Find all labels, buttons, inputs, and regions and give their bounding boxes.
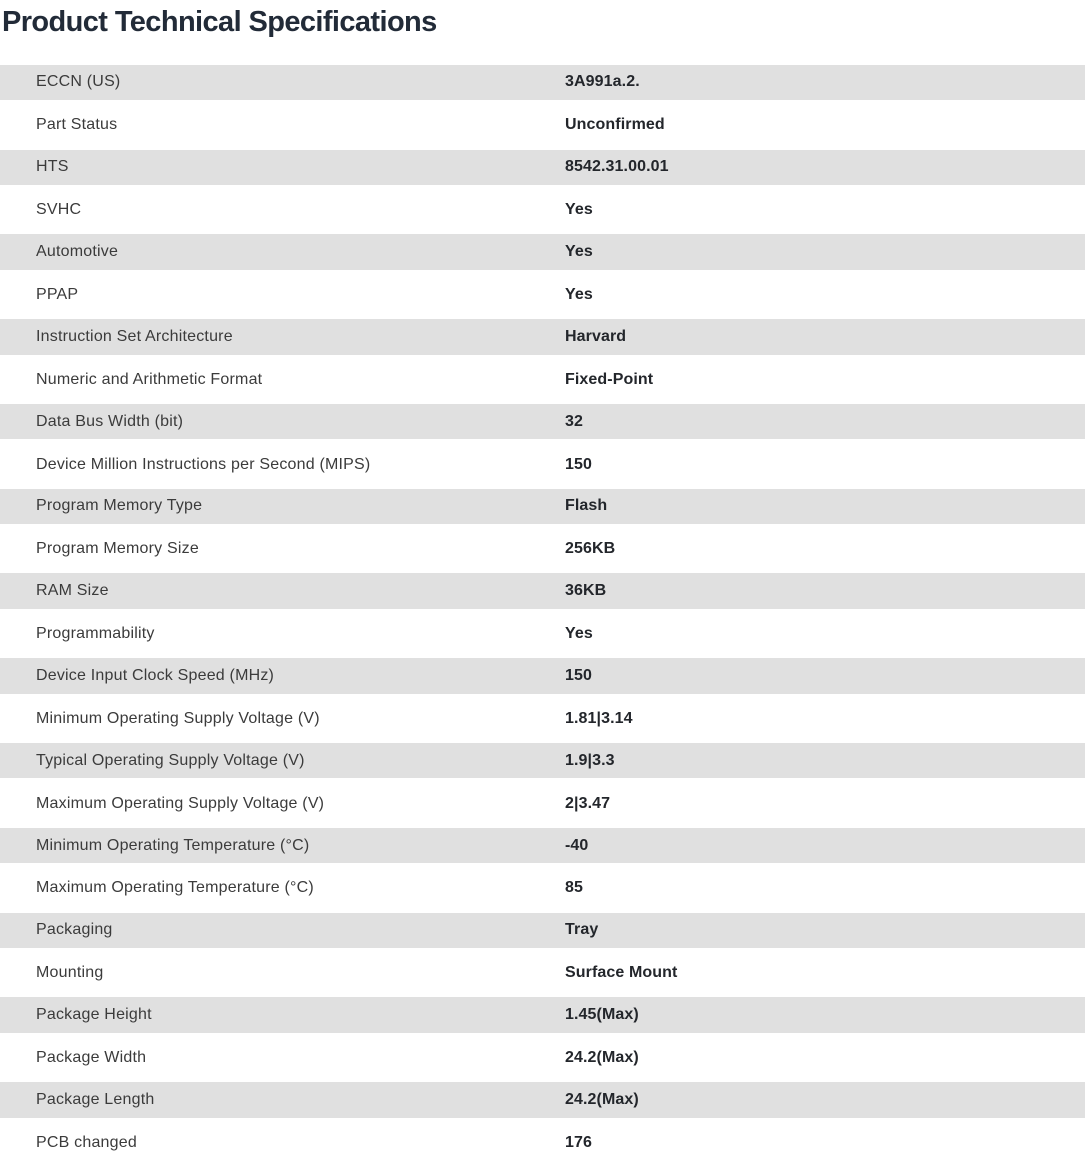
spec-label: Package Length [36, 1091, 155, 1108]
table-row [0, 274, 1085, 316]
spec-label: Device Input Clock Speed (MHz) [36, 667, 275, 684]
table-row [0, 952, 1085, 994]
page-title: Product Technical Specifications [2, 6, 437, 38]
spec-label: Device Million Instructions per Second (MIPS) [36, 456, 371, 473]
spec-value: 24.2(Max) [565, 1091, 639, 1108]
spec-label: Data Bus Width (bit) [36, 413, 184, 430]
spec-label: Mounting [36, 965, 104, 982]
table-row [0, 147, 1085, 189]
spec-label: Program Memory Type [36, 498, 203, 515]
spec-label: HTS [36, 159, 69, 176]
spec-label: Instruction Set Architecture [36, 328, 233, 345]
spec-label: SVHC [36, 202, 82, 219]
spec-label: Maximum Operating Supply Voltage (V) [36, 795, 325, 812]
spec-value: 1.81|3.14 [565, 710, 633, 727]
table-row [0, 443, 1085, 485]
spec-value: 24.2(Max) [565, 1049, 639, 1066]
table-row [0, 528, 1085, 570]
spec-label: RAM Size [36, 583, 109, 600]
spec-value: Yes [565, 244, 593, 261]
table-row [0, 189, 1085, 231]
table-row [0, 359, 1085, 401]
spec-value: 36KB [565, 583, 607, 600]
spec-label: Part Status [36, 117, 118, 134]
table-row [0, 486, 1085, 528]
spec-label: Maximum Operating Temperature (°C) [36, 880, 314, 897]
spec-value: 256KB [565, 541, 616, 558]
table-row [0, 1079, 1085, 1121]
table-row [0, 1037, 1085, 1079]
spec-label: Typical Operating Supply Voltage (V) [36, 752, 305, 769]
spec-label: Programmability [36, 626, 155, 643]
table-row [0, 570, 1085, 612]
spec-label: Minimum Operating Temperature (°C) [36, 837, 310, 854]
table-row [0, 231, 1085, 273]
table-row [0, 867, 1085, 909]
spec-value: -40 [565, 837, 589, 854]
spec-value: Tray [565, 922, 599, 939]
spec-label: Numeric and Arithmetic Format [36, 371, 263, 388]
table-row [0, 401, 1085, 443]
spec-value: 150 [565, 456, 592, 473]
table-row [0, 782, 1085, 824]
table-row [0, 698, 1085, 740]
spec-value: 1.9|3.3 [565, 752, 615, 769]
table-row [0, 104, 1085, 146]
spec-label: Package Width [36, 1049, 147, 1066]
table-row [0, 994, 1085, 1036]
spec-value: Fixed-Point [565, 371, 654, 388]
spec-value: 8542.31.00.01 [565, 159, 669, 176]
spec-value: 2|3.47 [565, 795, 611, 812]
spec-value: Yes [565, 202, 593, 219]
spec-table [0, 62, 1085, 1164]
spec-value: Flash [565, 498, 608, 515]
spec-value: Yes [565, 286, 593, 303]
spec-label: Package Height [36, 1007, 152, 1024]
spec-label: PPAP [36, 286, 79, 303]
spec-value: Yes [565, 626, 593, 643]
table-row [0, 910, 1085, 952]
spec-value: 85 [565, 880, 583, 897]
spec-value: 1.45(Max) [565, 1007, 639, 1024]
table-row [0, 1122, 1085, 1164]
spec-value: Surface Mount [565, 965, 678, 982]
table-row [0, 316, 1085, 358]
spec-label: ECCN (US) [36, 74, 121, 91]
table-row [0, 613, 1085, 655]
table-row [0, 655, 1085, 697]
spec-value: Unconfirmed [565, 117, 665, 134]
table-row [0, 62, 1085, 104]
spec-value: 32 [565, 413, 583, 430]
spec-value: 3A991a.2. [565, 74, 640, 91]
spec-label: Automotive [36, 244, 119, 261]
spec-value: Harvard [565, 328, 627, 345]
spec-label: Packaging [36, 922, 113, 939]
spec-label: PCB changed [36, 1134, 137, 1151]
spec-value: 176 [565, 1134, 592, 1151]
table-row [0, 825, 1085, 867]
spec-label: Minimum Operating Supply Voltage (V) [36, 710, 320, 727]
spec-label: Program Memory Size [36, 541, 199, 558]
table-row [0, 740, 1085, 782]
spec-value: 150 [565, 667, 592, 684]
